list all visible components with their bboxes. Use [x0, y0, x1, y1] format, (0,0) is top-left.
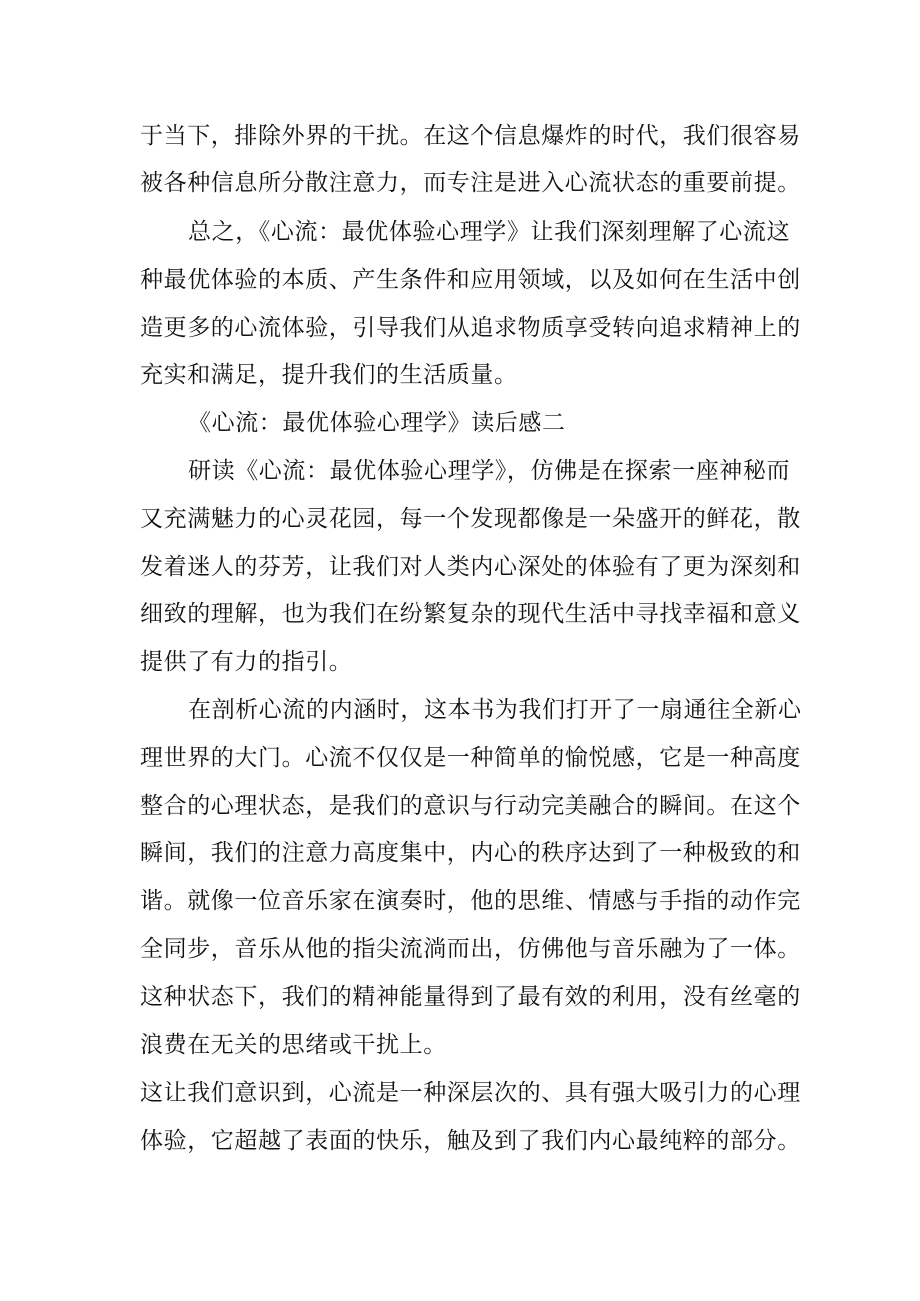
text-line: 细致的理解，也为我们在纷繁复杂的现代生活中寻找幸福和意义 — [140, 601, 801, 627]
text-line: 充实和满足，提升我们的生活质量。 — [140, 362, 518, 388]
text-line: 整合的心理状态，是我们的意识与行动完美融合的瞬间。在这个 — [140, 793, 801, 819]
text-line: 种最优体验的本质、产生条件和应用领域，以及如何在生活中创 — [140, 267, 801, 293]
text-line: 被各种信息所分散注意力，而专注是进入心流状态的重要前提。 — [140, 170, 801, 196]
text-line: 体验，它超越了表面的快乐，触及到了我们内心最纯粹的部分。 — [140, 1128, 801, 1154]
text-line: 总之，《心流：最优体验心理学》让我们深刻理解了心流这 — [188, 219, 791, 245]
text-line: 又充满魅力的心灵花园，每一个发现都像是一朵盛开的鲜花，散 — [140, 506, 801, 532]
section-heading: 《心流：最优体验心理学》读后感二 — [188, 410, 566, 436]
text-line: 提供了有力的指引。 — [140, 649, 353, 675]
text-line: 研读《心流：最优体验心理学》，仿佛是在探索一座神秘而 — [188, 458, 791, 484]
text-line: 浪费在无关的思绪或干扰上。 — [140, 1032, 447, 1058]
text-line: 这让我们意识到，心流是一种深层次的、具有强大吸引力的心理 — [140, 1080, 801, 1106]
text-line: 全同步，音乐从他的指尖流淌而出，仿佛他与音乐融为了一体。 — [140, 936, 801, 962]
text-line: 理世界的大门。心流不仅仅是一种简单的愉悦感，它是一种高度 — [140, 745, 801, 771]
text-line: 于当下，排除外界的干扰。在这个信息爆炸的时代，我们很容易 — [140, 123, 801, 149]
text-line: 在剖析心流的内涵时，这本书为我们打开了一扇通往全新心 — [188, 697, 802, 723]
text-line: 瞬间，我们的注意力高度集中，内心的秩序达到了一种极致的和 — [140, 840, 801, 866]
text-line: 这种状态下，我们的精神能量得到了最有效的利用，没有丝毫的 — [140, 984, 801, 1010]
text-line: 造更多的心流体验，引导我们从追求物质享受转向追求精神上的 — [140, 315, 801, 341]
text-line: 谐。就像一位音乐家在演奏时，他的思维、情感与手指的动作完 — [140, 888, 801, 914]
text-line: 发着迷人的芬芳，让我们对人类内心深处的体验有了更为深刻和 — [140, 554, 801, 580]
